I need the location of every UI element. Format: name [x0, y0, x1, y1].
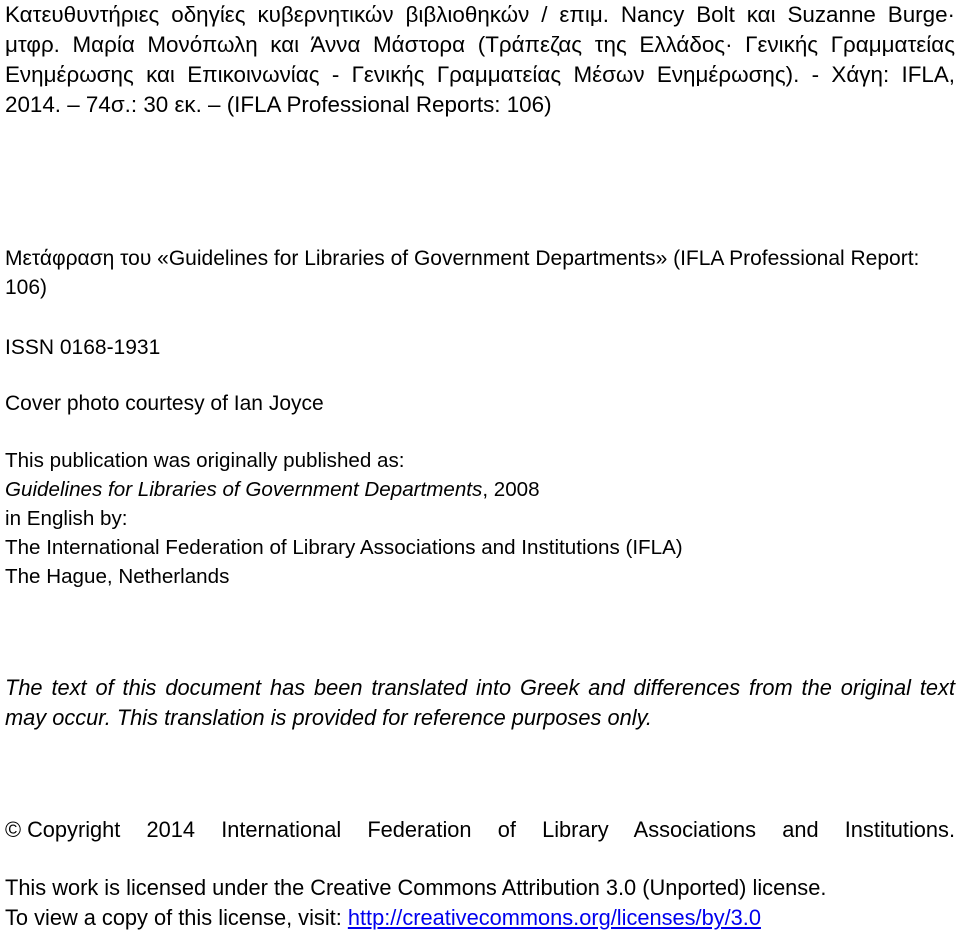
license-notice: [5, 873, 955, 933]
translation-disclaimer: The text of this document has been translated into Greek and differences from the original text may occur. This translation is provided for reference purposes only.: [5, 675, 955, 730]
license-visit-line: [5, 903, 955, 933]
copyright-icon: ©: [5, 817, 22, 842]
copyright-notice: [5, 815, 955, 845]
copyright-text: Copyright 2014 International Federation of Library Associations and Institutions.: [27, 817, 955, 842]
cover-photo-credit: Cover photo courtesy of Ian Joyce: [5, 392, 324, 415]
original-publication-year: , 2008: [482, 478, 540, 501]
original-publication-title-line: [5, 475, 955, 504]
original-publication-place: The Hague, Netherlands: [5, 565, 230, 588]
bibliographic-citation: Κατευθυντήριες οδηγίες κυβερνητικών βιβλιοθηκών / επιμ. Nancy Bolt και Suzanne Burge· μτφρ. Μαρία Μονόπωλη και Άννα Μάστορα (Τράπεζας της Ελλάδος· Γενικής Γραμματείας Ενημέρωσης και Επικοινωνίας - Γενικής Γραμματείας Μέσων Ενημέρωσης). - Χάγη: IFLA, 2014. – 74σ.: 30 εκ. – (IFLA Professional Reports: 106): [5, 2, 955, 117]
translation-note: Μετάφραση του «Guidelines for Libraries of Government Departments» (IFLA Professional Report: 106): [5, 247, 920, 299]
original-publication-language: in English by:: [5, 507, 128, 530]
license-link[interactable]: http://creativecommons.org/licenses/by/3.0: [347, 905, 761, 930]
license-statement: This work is licensed under the Creative Commons Attribution 3.0 (Unported) license.: [5, 875, 827, 900]
original-publication-info: [5, 446, 955, 591]
original-publication-intro: This publication was originally published as:: [5, 449, 405, 472]
original-publication-publisher: The International Federation of Library Associations and Institutions (IFLA): [5, 536, 683, 559]
issn: ISSN 0168-1931: [5, 336, 161, 359]
original-publication-title: Guidelines for Libraries of Government Departments: [5, 478, 483, 501]
license-visit-prefix: To view a copy of this license, visit:: [5, 905, 348, 930]
